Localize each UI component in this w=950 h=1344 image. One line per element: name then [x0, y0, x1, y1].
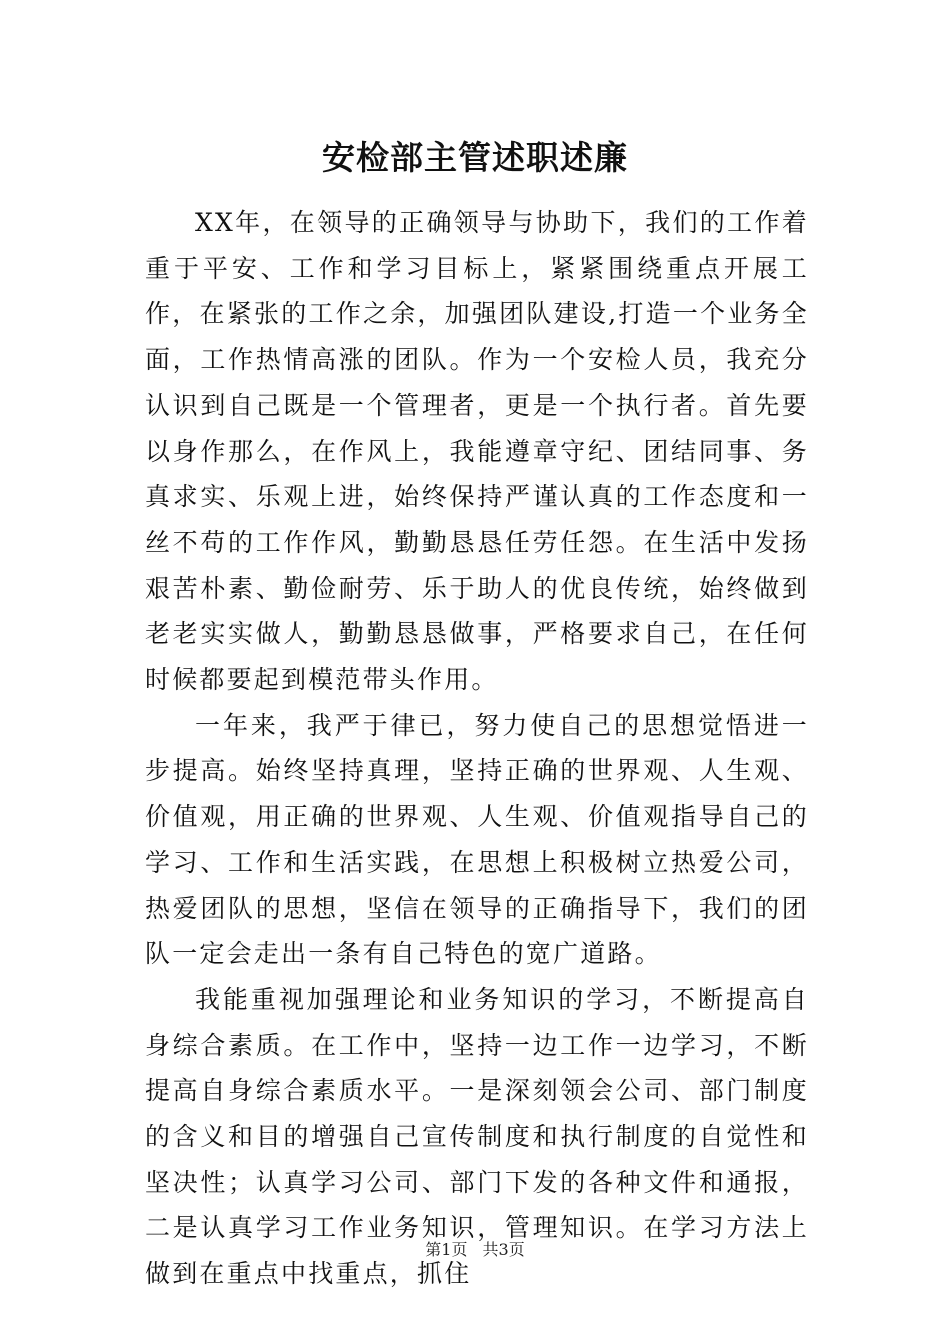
document-title: 安检部主管述职述廉 — [322, 138, 628, 177]
page-footer — [0, 1238, 950, 1262]
paragraph: XX年，在领导的正确领导与协助下，我们的工作着重于平安、工作和学习目标上，紧紧围绕重点开展工作，在紧张的工作之余，加强团队建设,打造一个业务全面，工作热情高涨的团队。作为一个安检人员，我充分认识到自己既是一个管理者，更是一个执行者。首先要以身作那么，在作风上，我能遵章守纪、团结同事、务真求实、乐观上进，始终保持严谨认真的工作态度和一丝不苟的工作作风，勤勤恳恳任劳任怨。在生活中发扬艰苦朴素、勤俭耐劳、乐于助人的优良传统，始终做到老老实实做人，勤勤恳恳做事，严格要求自己，在任何时候都要起到模范带头作用。 — [145, 208, 809, 695]
page-number: 第1页 — [425, 1240, 468, 1259]
document-body — [145, 200, 809, 1297]
paragraph: 一年来，我严于律已，努力使自己的思想觉悟进一步提高。始终坚持真理，坚持正确的世界观、人生观、价值观，用正确的世界观、人生观、价值观指导自己的学习、工作和生活实践，在思想上积极树立热爱公司，热爱团队的思想，坚信在领导的正确指导下，我们的团队一定会走出一条有自己特色的宽广道路。 — [145, 710, 809, 969]
paragraph: 我能重视加强理论和业务知识的学习，不断提高自身综合素质。在工作中，坚持一边工作一边学习，不断提高自身综合素质水平。一是深刻领会公司、部门制度的含义和目的增强自己宣传制度和执行制度的自觉性和坚决性；认真学习公司、部门下发的各种文件和通报，二是认真学习工作业务知识，管理知识。在学习方法上做到在重点中找重点，抓住 — [145, 984, 809, 1289]
page-total: 共3页 — [482, 1240, 525, 1259]
